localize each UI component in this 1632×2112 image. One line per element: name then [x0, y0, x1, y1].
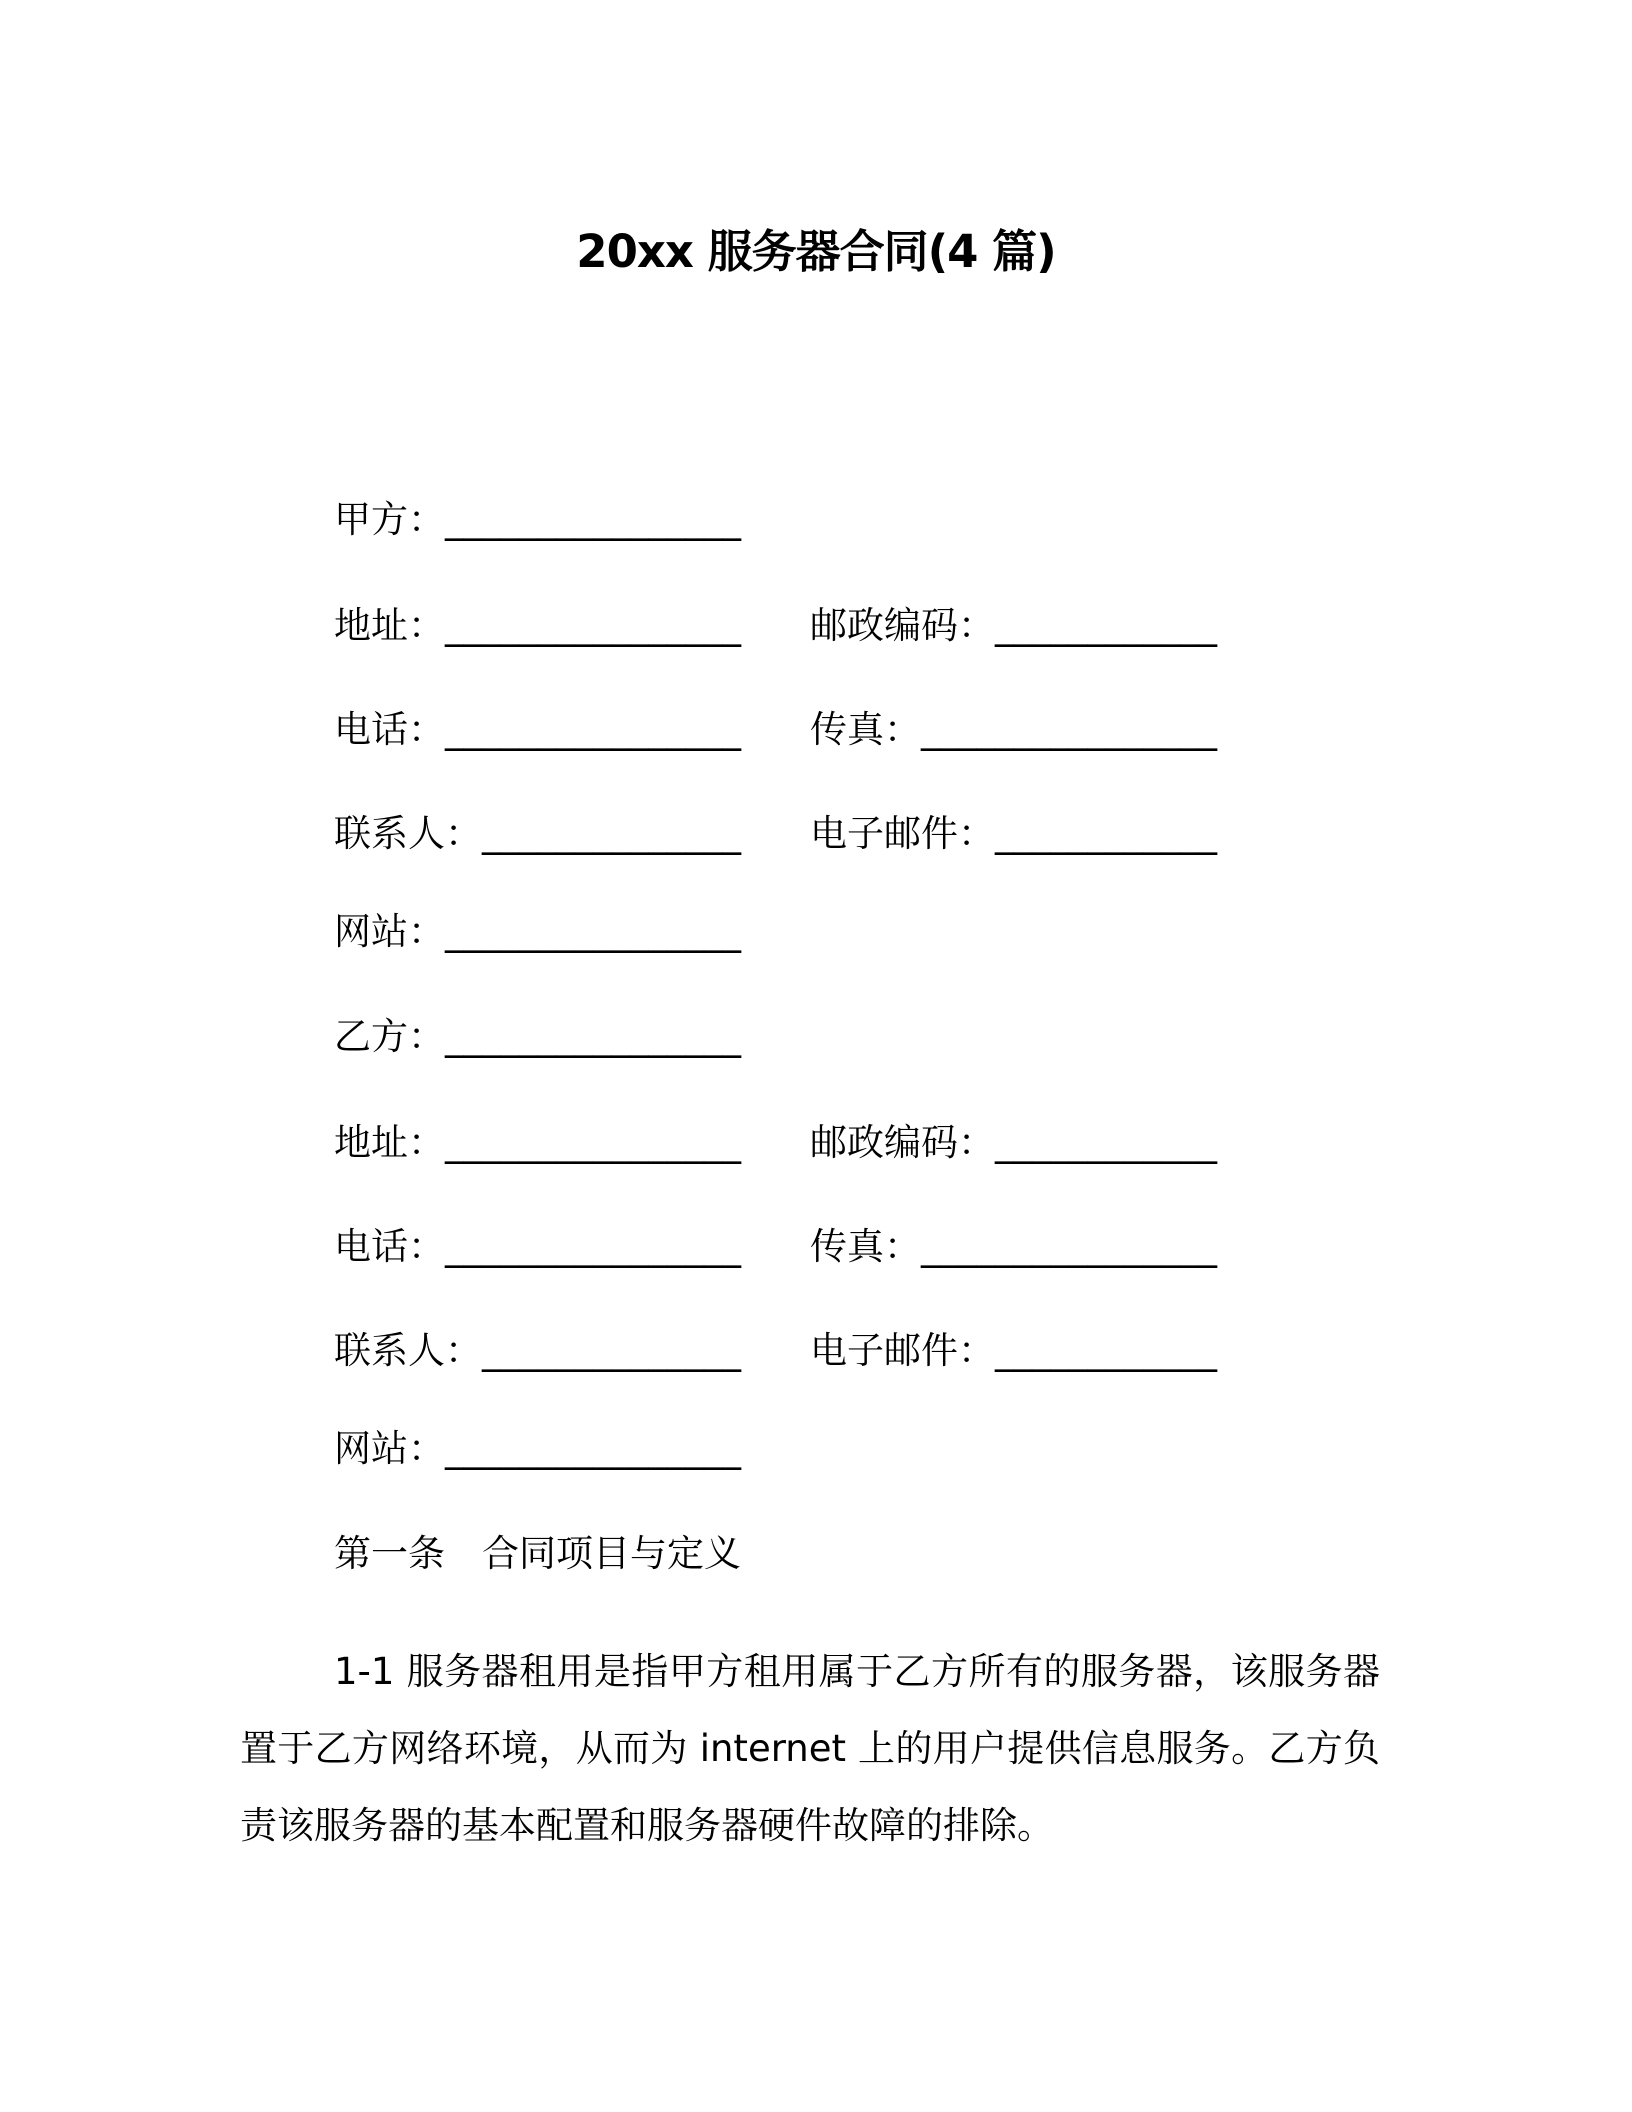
- party-b-phone-field: 电话：________________: [334, 1225, 741, 1268]
- party-b-fax-field: 传真：________________: [810, 1225, 1217, 1268]
- party-b-email-field: 电子邮件：____________: [810, 1329, 1217, 1372]
- party-a-contact-field: 联系人：______________: [334, 812, 741, 855]
- party-a-name-field: 甲方：________________: [334, 498, 741, 541]
- party-b-contact-field: 联系人：______________: [334, 1329, 741, 1372]
- party-b-address-field: 地址：________________: [334, 1121, 741, 1164]
- document-title: 20xx 服务器合同(4 篇): [576, 225, 1056, 278]
- party-a-phone-field: 电话：________________: [334, 708, 741, 751]
- party-a-postcode-field: 邮政编码：____________: [810, 604, 1217, 647]
- party-b-name-field: 乙方：________________: [334, 1015, 741, 1058]
- section-paragraph: 1-1 服务器租用是指甲方租用属于乙方所有的服务器，该服务器置于乙方网络环境，从而为 internet 上的用户提供信息服务。乙方负责该服务器的基本配置和服务器硬件故障的排除。: [240, 1650, 1380, 1847]
- party-b-postcode-field: 邮政编码：____________: [810, 1121, 1217, 1164]
- party-a-email-field: 电子邮件：____________: [810, 812, 1217, 855]
- party-a-website-field: 网站：________________: [334, 910, 741, 953]
- party-a-address-field: 地址：________________: [334, 604, 741, 647]
- party-b-website-field: 网站：________________: [334, 1427, 741, 1470]
- party-a-fax-field: 传真：________________: [810, 708, 1217, 751]
- section-heading: 第一条 合同项目与定义: [334, 1532, 741, 1575]
